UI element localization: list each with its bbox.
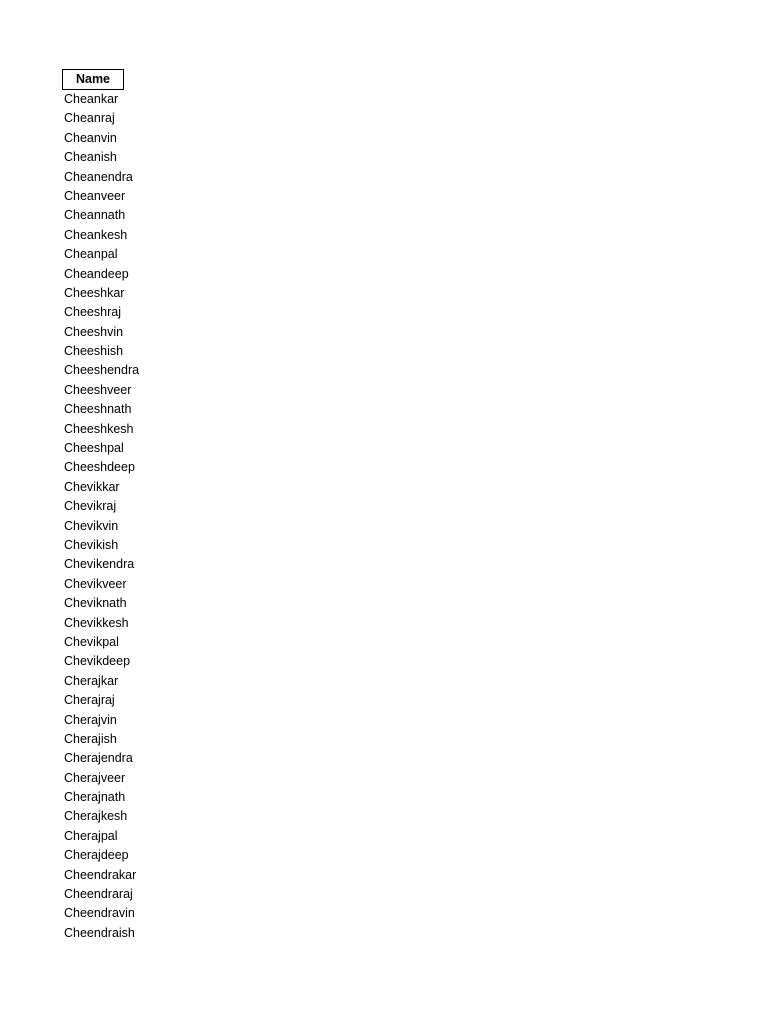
name-row: Cherajveer [64,770,126,785]
name-row: Chevikpal [64,634,119,649]
name-row: Chevikraj [64,499,117,514]
name-row: Cheanveer [64,188,126,203]
name-row: Cheeshish [64,344,124,359]
name-row: Cheviknath [64,596,127,611]
column-header-name: Name [62,69,124,90]
name-row: Cheeshendra [64,363,140,378]
name-row: Cheanraj [64,111,115,126]
name-row: Cherajpal [64,828,118,843]
name-row: Cheeshdeep [64,460,135,475]
name-row: Cheanvin [64,130,117,145]
name-row: Cheandeep [64,266,129,281]
name-row: Chevikvin [64,518,119,533]
name-row: Cheanendra [64,169,133,184]
name-row: Cherajnath [64,790,126,805]
name-row: Cheannath [64,208,126,223]
name-row: Cheeshkesh [64,421,134,436]
name-row: Cheankar [64,92,119,106]
name-row: Cherajendra [64,751,133,766]
name-table [62,69,162,943]
name-row: Cheeshraj [64,305,121,320]
name-row: Chevikkesh [64,615,129,630]
name-row: Cherajish [64,731,117,746]
name-row: Chevikkar [64,479,120,494]
name-row: Cherajvin [64,712,117,727]
name-row: Cheanpal [64,247,118,262]
name-row: Cherajdeep [64,848,129,863]
name-row: Cherajkar [64,673,119,688]
name-row: Cherajraj [64,693,115,708]
name-row: Cheendraish [64,925,135,940]
name-row: Cheeshvin [64,324,124,339]
name-row: Chevikendra [64,557,135,572]
name-row: Cheeshpal [64,441,124,456]
name-list [62,90,162,943]
name-row: Cheeshkar [64,285,125,300]
name-row: Cheendravin [64,906,135,921]
name-row: Cheeshnath [64,402,132,417]
name-row: Chevikveer [64,576,127,591]
name-row: Cheendrakar [64,867,137,882]
name-row: Cheanish [64,150,117,165]
name-row: Cherajkesh [64,809,128,824]
name-row: Chevikish [64,537,119,552]
name-row: Cheankesh [64,227,128,242]
name-row: Cheendraraj [64,887,133,902]
name-row: Cheeshveer [64,382,132,397]
name-row: Chevikdeep [64,654,131,669]
